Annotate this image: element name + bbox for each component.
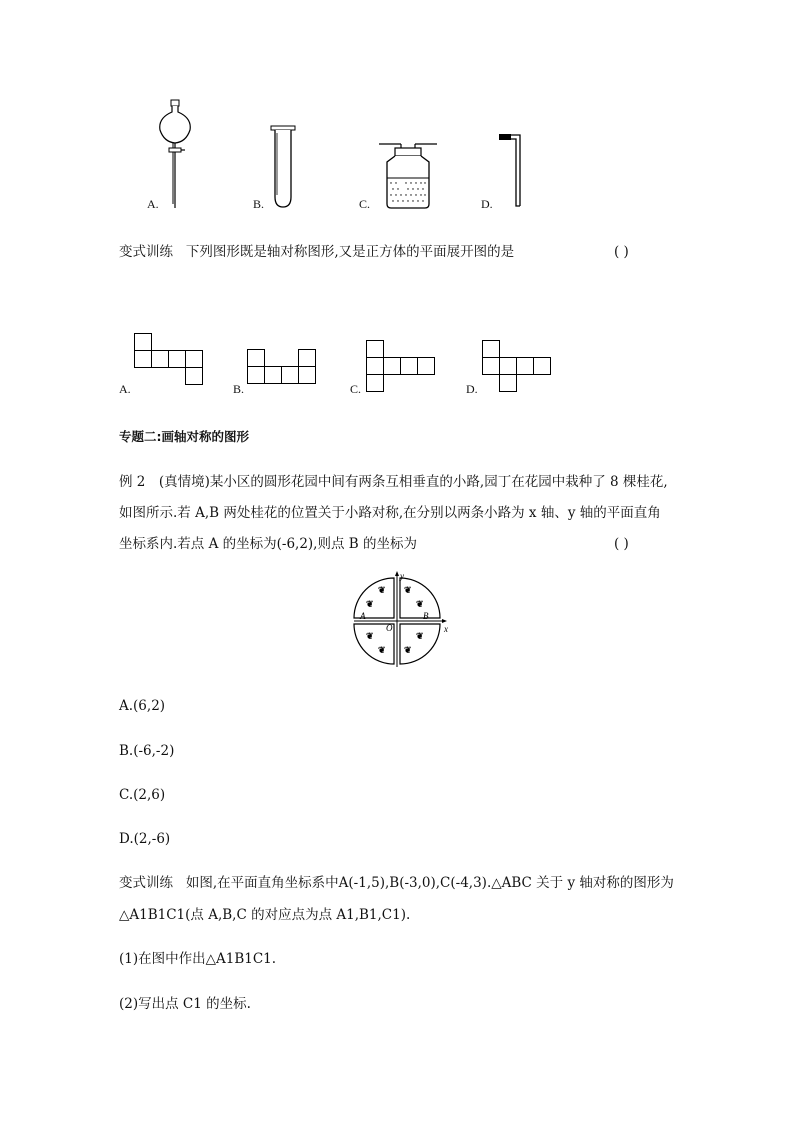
- origin-label: O: [386, 623, 393, 633]
- apparatus-option-a-label: A.: [147, 197, 159, 211]
- bent-glass-tube-figure: [496, 130, 526, 210]
- example2-line3: 坐标系内.若点 A 的坐标为(-6,2),则点 B 的坐标为: [119, 536, 417, 552]
- variant2-question2: (2)写出点 C1 的坐标.: [119, 996, 251, 1012]
- cube-net-a-figure: [134, 333, 204, 385]
- svg-text:❦: ❦: [378, 586, 386, 596]
- apparatus-option-b-label: B.: [253, 197, 265, 211]
- cube-net-option-c-label: C.: [350, 382, 362, 396]
- example2-choice-b: B.(-6,-2): [119, 743, 175, 759]
- variant2-question1: (1)在图中作出△A1B1C1.: [119, 951, 277, 967]
- y-axis-label: y: [400, 571, 404, 581]
- gas-washing-bottle-figure: [375, 136, 441, 210]
- apparatus-option-d-label: D.: [481, 197, 493, 211]
- svg-text:❦: ❦: [366, 632, 374, 642]
- example2-choice-a: A.(6,2): [119, 698, 166, 714]
- svg-text:❦: ❦: [416, 600, 424, 610]
- example2-choice-c: C.(2,6): [119, 787, 166, 803]
- variant2-line1-text: 如图,在平面直角坐标系中A(-1,5),B(-3,0),C(-4,3).△ABC 关于 y 轴对称的图形为: [185, 875, 674, 891]
- variant1-question: [119, 243, 514, 261]
- variant2-line2: △A1B1C1(点 A,B,C 的对应点为点 A1,B1,C1).: [119, 907, 411, 923]
- variant1-answer-blank: ( ): [614, 244, 629, 260]
- test-tube-figure: [270, 125, 296, 210]
- variant1-prefix: 变式训练: [119, 244, 173, 260]
- svg-text:❦: ❦: [366, 600, 374, 610]
- cube-net-d-figure: [482, 340, 552, 394]
- apparatus-option-c-label: C.: [359, 197, 371, 211]
- example2-line2: 如图所示.若 A,B 两处桂花的位置关于小路对称,在分别以两条小路为 x 轴、y 轴的平面直角: [119, 505, 661, 521]
- point-a-label: A: [360, 611, 366, 621]
- x-axis-label: x: [444, 624, 448, 634]
- example2-choice-d: D.(2,-6): [119, 831, 171, 847]
- cube-net-option-d-label: D.: [466, 382, 478, 396]
- svg-text:❦: ❦: [378, 646, 386, 656]
- example2-answer-blank: ( ): [614, 536, 629, 552]
- cube-net-b-figure: [247, 349, 319, 385]
- cube-net-c-figure: [366, 340, 436, 394]
- separatory-funnel-figure: [150, 98, 200, 210]
- garden-coordinate-figure: [344, 571, 454, 671]
- variant2-line1: [119, 874, 674, 892]
- cube-net-option-a-label: A.: [119, 382, 131, 396]
- point-b-label: B: [423, 611, 429, 621]
- example2-line1: 例 2 (真情境)某小区的圆形花园中间有两条互相垂直的小路,园丁在花园中栽种了 8 棵桂花,: [119, 474, 668, 490]
- section-title: 专题二:画轴对称的图形: [119, 429, 249, 444]
- svg-text:❦: ❦: [404, 586, 412, 596]
- variant2-prefix: 变式训练: [119, 875, 173, 891]
- cube-net-option-b-label: B.: [233, 382, 245, 396]
- variant1-text: 下列图形既是轴对称图形,又是正方体的平面展开图的是: [185, 244, 515, 260]
- svg-text:❦: ❦: [404, 646, 412, 656]
- svg-text:❦: ❦: [416, 632, 424, 642]
